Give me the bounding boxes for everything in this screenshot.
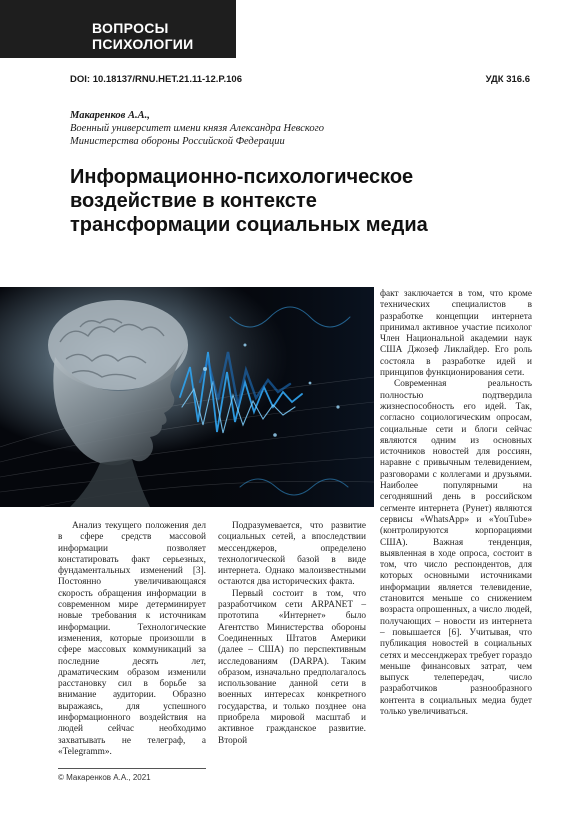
paragraph: Современная реальность полностью подтвердила жизнеспособность его идей. Так, согласно социологическим опросам, социальные сети и блоги сейчас являются одним из основных источников новостей для россиян, наравне с привычным телевидением, разговорами с коллегами и друзьями. Наиболее популярными на сегодняшний день в российском сегменте интернета (Рунет) являются сервисы «WhatsApp» и «YouTube» (контролируются корпорациями США). Важная тенденция, выявленная в ходе опроса, состоит в том, что число респондентов, для которых основными источниками информации является телевидение, становится меньше со снижением возраста опрошенных, а число людей, получающих – новости из интернета – повышается [6]. Учитывая, что публикация новостей в социальных сетях и мессенджерах требует гораздо меньше финансовых затрат, чем выпуск телепередач, число разработчиков разнообразного контента в социальных медиа будет только увеличиваться. <box>380 379 532 717</box>
brain-head-image <box>0 287 374 507</box>
author-block <box>70 109 530 148</box>
doi-label[interactable]: DOI: 10.18137/RNU.HET.21.11-12.P.106 <box>70 74 242 85</box>
footer-divider <box>58 768 206 769</box>
author-affiliation-2: Министерства обороны Российской Федерации <box>70 136 285 147</box>
paragraph: Анализ текущего положения дел в сфере средств массовой информации позволяет констатировать факт серьезных, фундаментальных изменений [3]. Постоянно увеличивающаяся скорость обращения информации в современном мире детерминирует новые требования к источникам информации. Технологические изменения, которые произошли в сфере массовых коммуникаций за последние десять лет, драматическим образом изменили расстановку сил в борьбе за внимание аудитории. Образно выражаясь, для успешного информационного воздействия на людей сейчас необходимо захватывать не телеграф, а «Telegramm». <box>58 521 206 757</box>
title-line-3: трансформации социальных медиа <box>70 214 428 236</box>
section-line-2: ПСИХОЛОГИИ <box>92 36 194 52</box>
paragraph: факт заключается в том, что кроме технических специалистов в разработке концепции интернета принимал активное участие психолог Член Национальной академии наук США Джозеф Ликлайдер. Его роль состояла в разработке идей и принципов функционирования сети. <box>380 289 532 379</box>
brain-illustration <box>0 287 374 507</box>
paragraph: Подразумевается, что развитие социальных сетей, а впоследствии мессенджеров, определено технологической базой в виде интернета. Однако малоизвестными остаются два исторических факта. <box>218 521 366 588</box>
author-affiliation-1: Военный университет имени князя Александра Невского <box>70 123 324 134</box>
author-name: Макаренков А.А., <box>70 110 150 121</box>
section-line-1: ВОПРОСЫ <box>92 20 169 36</box>
body-column-2 <box>218 521 366 747</box>
body-column-3 <box>380 289 532 718</box>
journal-section-tag <box>0 0 236 58</box>
copyright-notice: © Макаренков А.А., 2021 <box>58 773 151 782</box>
udk-label: УДК 316.6 <box>485 74 530 85</box>
paragraph: Первый состоит в том, что разработчиком сети ARPANET – прототипа «Интернет» было Агентство Министерства обороны Соединенных Штатов Америки (далее – США) по перспективным исследованиям (DARPA). Таким образом, изначально предполагалось использование данной сети в военных интересах конкретного государства, и только позднее она приобрела мировой масштаб и активное гражданское развитие. Второй <box>218 588 366 746</box>
article-title <box>70 165 550 237</box>
title-line-2: воздействие в контексте <box>70 190 317 212</box>
body-column-1 <box>58 521 206 758</box>
title-line-1: Информационно-психологическое <box>70 166 414 188</box>
